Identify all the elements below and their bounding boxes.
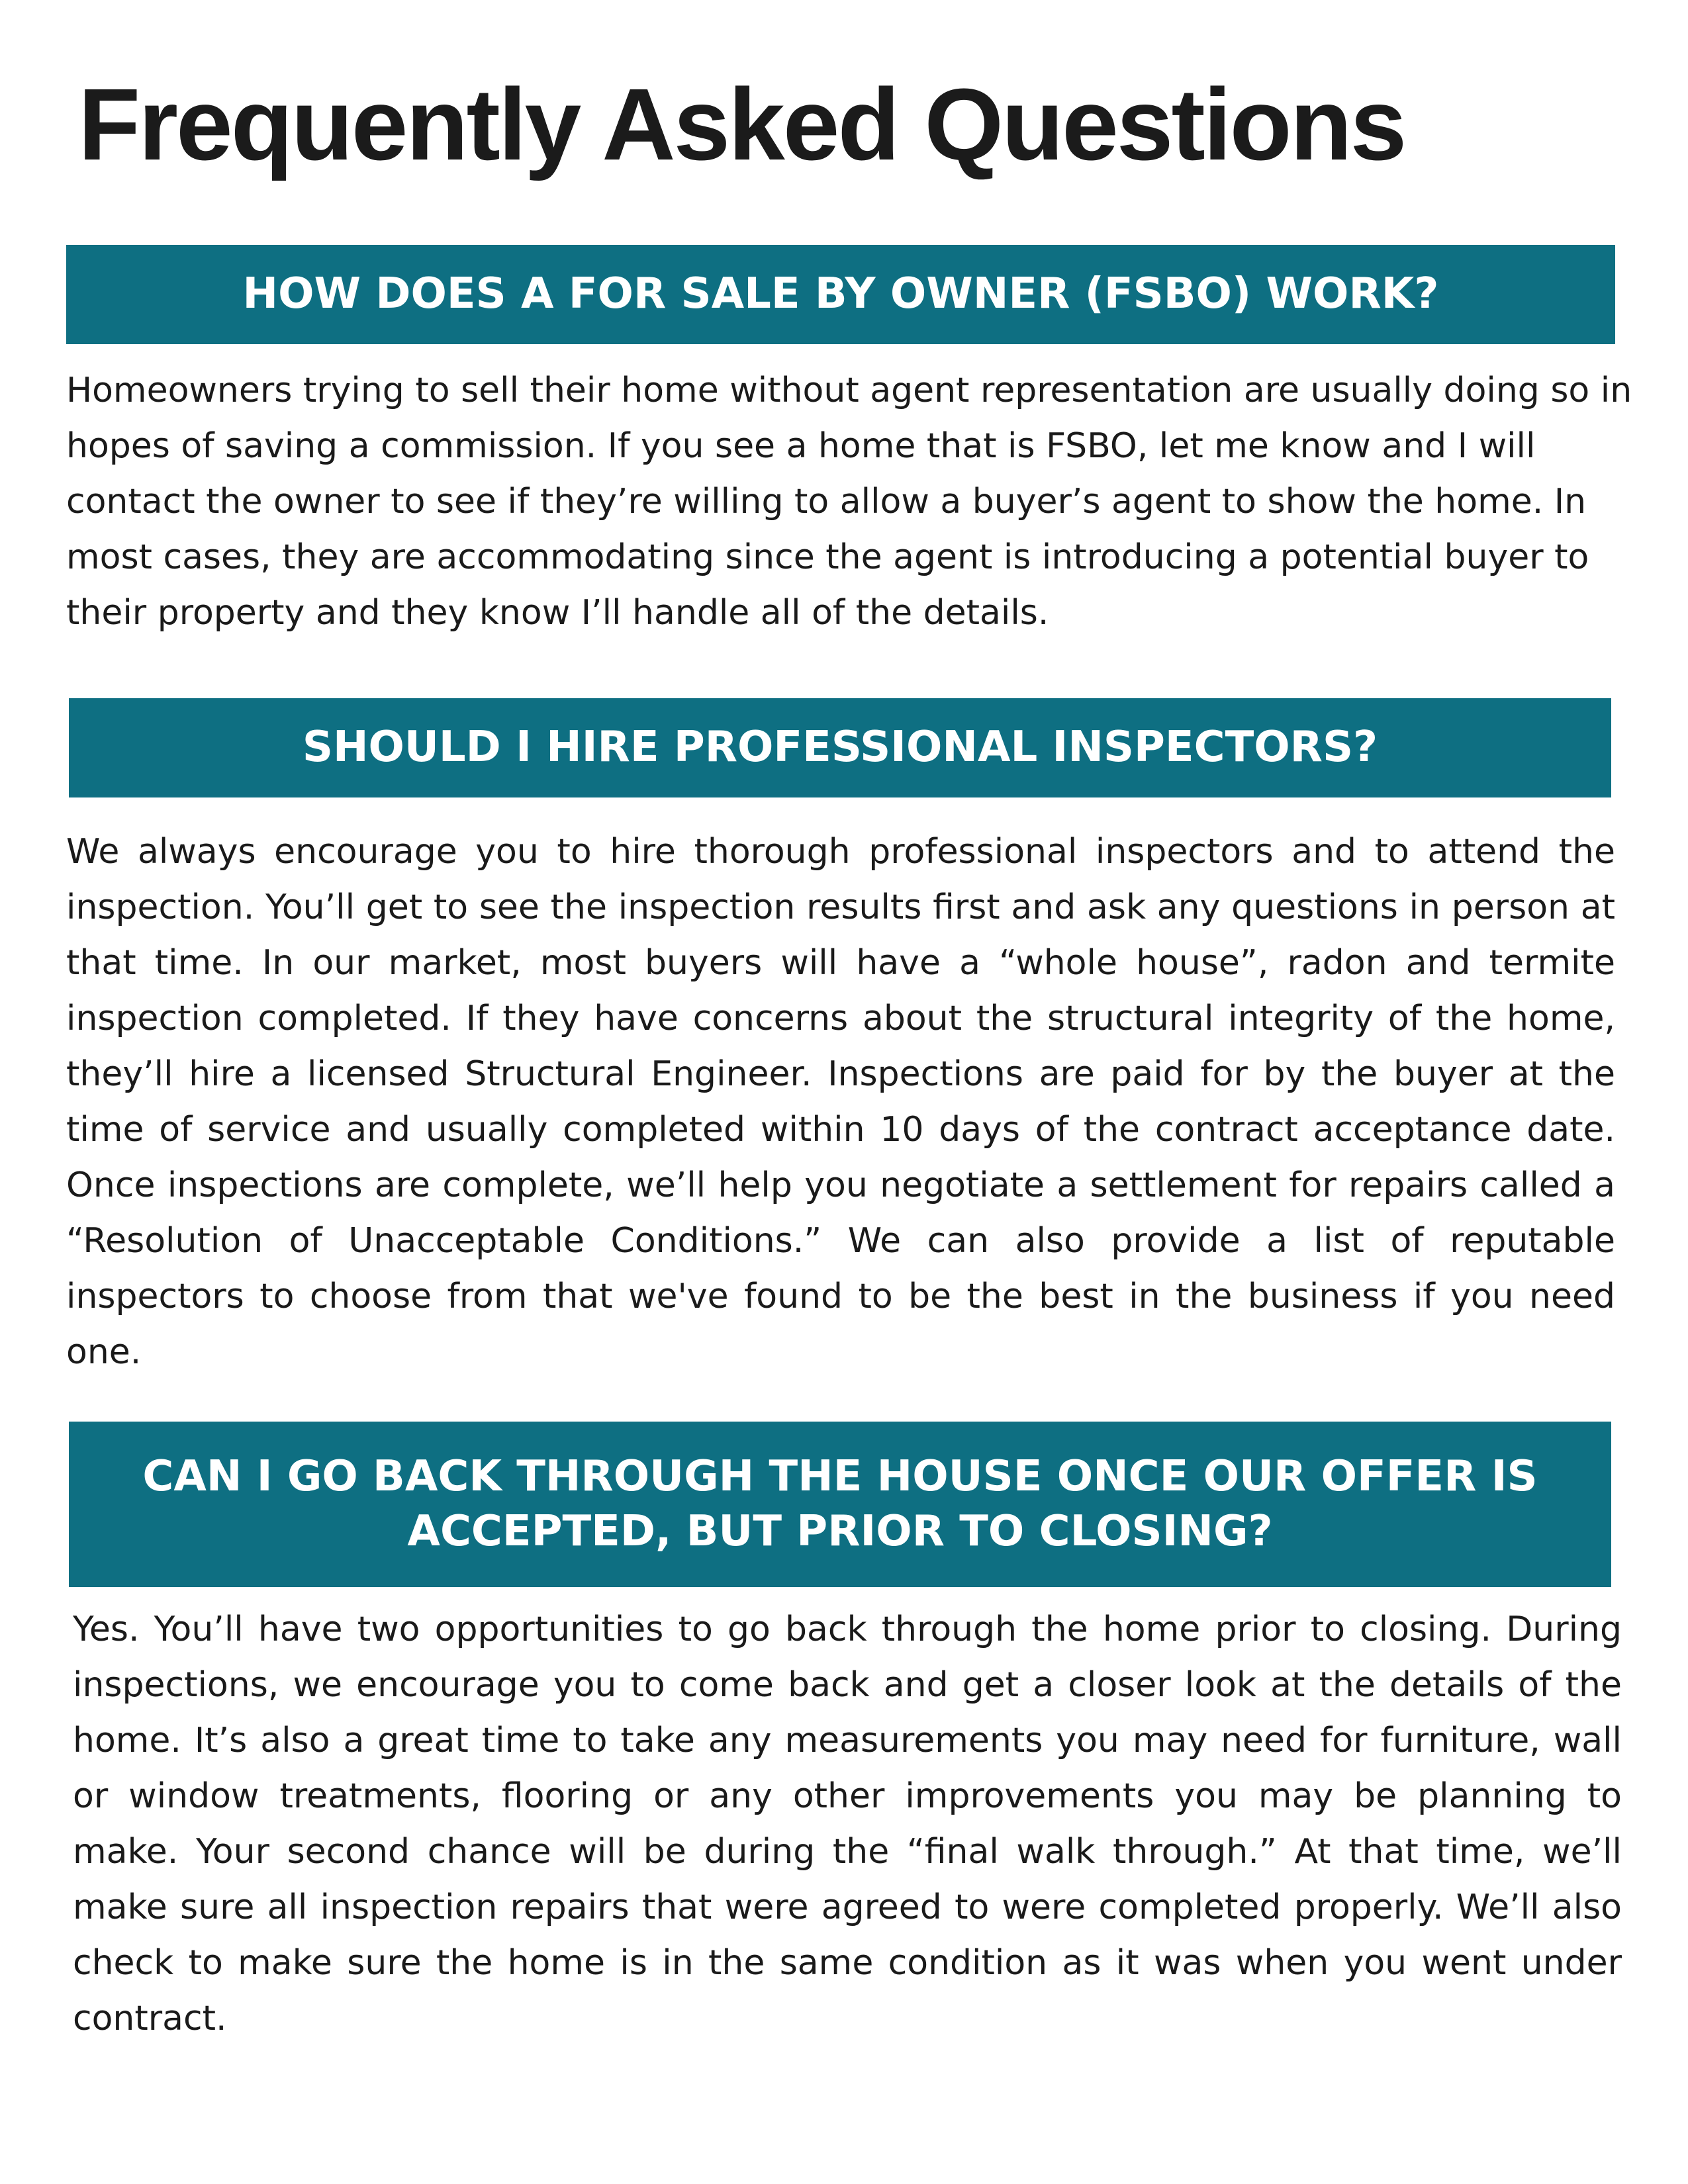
- faq-question-fsbo: HOW DOES A FOR SALE BY OWNER (FSBO) WORK?: [66, 245, 1615, 344]
- page-title: Frequently Asked Questions: [78, 68, 1405, 181]
- faq-answer-fsbo: Homeowners trying to sell their home without agent representation are usually doing so in hopes of saving a commission. If you see a home that is FSBO, let me know and I will contact the owner to see if they’re willing to allow a buyer’s agent to show the home. In most cases, they are accommodating since the agent is introducing a potential buyer to their property and they know I’ll handle all of the details.: [66, 371, 1632, 633]
- faq-question-inspectors: SHOULD I HIRE PROFESSIONAL INSPECTORS?: [69, 698, 1611, 797]
- faq-answer-inspectors: We always encourage you to hire thorough professional inspectors and to attend the inspection. You’ll get to see the inspection results first and ask any questions in person at that time. In our market, most buyers will have a “whole house”, radon and termite inspection completed. If they have concerns about the structural integrity of the home, they’ll hire a licensed Structural Engineer. Inspections are paid for by the buyer at the time of service and usually completed within 10 days of the contract acceptance date. Once inspections are complete, we’ll help you negotiate a settlement for repairs called a “Resolution of Unacceptable Conditions.” We can also provide a list of reputable inspectors to choose from that we've found to be the best in the business if you need one.: [66, 832, 1615, 1372]
- faq-question-walkthrough: CAN I GO BACK THROUGH THE HOUSE ONCE OUR OFFER IS ACCEPTED, BUT PRIOR TO CLOSING?: [69, 1422, 1611, 1587]
- faq-answer-walkthrough: Yes. You’ll have two opportunities to go back through the home prior to closing. During inspections, we encourage you to come back and get a closer look at the details of the home. It’s also a great time to take any measurements you may need for furniture, wall or window treatments, flooring or any other improvements you may be planning to make. Your second chance will be during the “final walk through.” At that time, we’ll make sure all inspection repairs that were agreed to were completed properly. We’ll also check to make sure the home is in the same condition as it was when you went under contract.: [73, 1610, 1622, 2038]
